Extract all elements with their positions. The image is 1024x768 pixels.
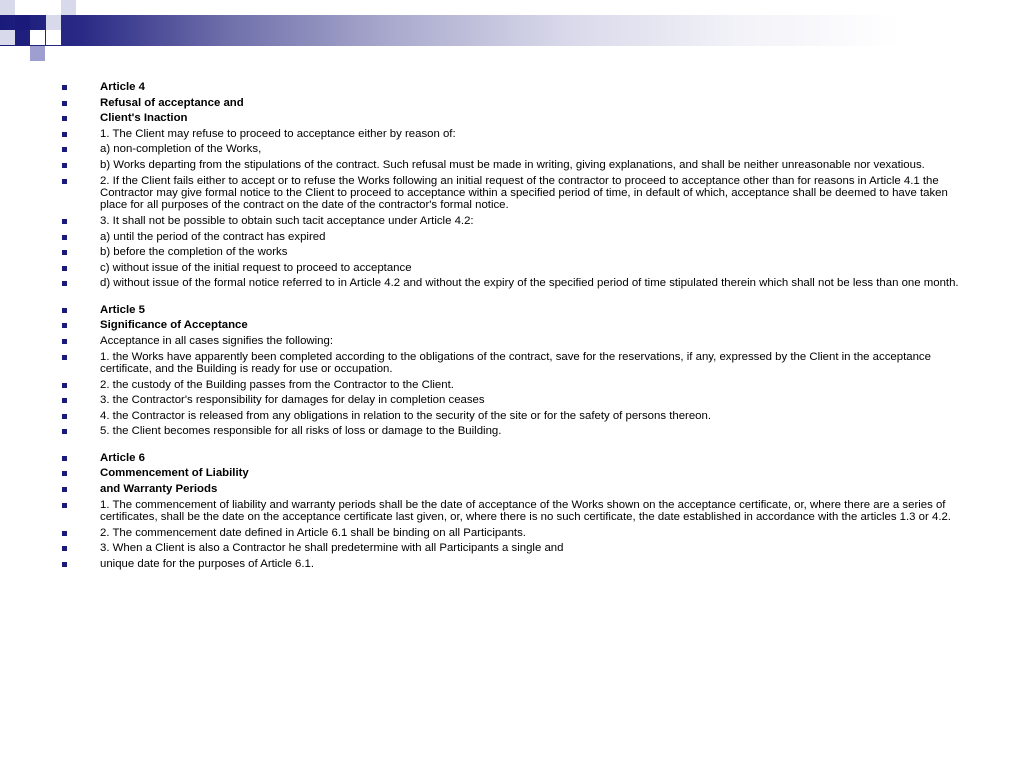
- list-item-text: b) Works departing from the stipulations of the contract. Such refusal must be made in writing, giving explanations, and shall be neither unreasonable nor vexatious.: [100, 158, 925, 171]
- list-item: [62, 159, 967, 171]
- square-bullet-icon: [62, 323, 67, 328]
- list-item-text: c) without issue of the initial request to proceed to acceptance: [100, 261, 412, 274]
- list-item-text: Article 6: [100, 451, 145, 464]
- square-bullet-icon: [62, 562, 67, 567]
- list-item: [62, 410, 967, 422]
- list-item-text: Client's Inaction: [100, 112, 188, 125]
- list-item-text: 3. When a Client is also a Contractor he shall predetermine with all Participants a single and: [100, 542, 564, 555]
- list-item: [62, 143, 967, 155]
- square-bullet-icon: [62, 179, 67, 184]
- list-item: [62, 231, 967, 243]
- list-item: [62, 558, 967, 570]
- list-item-text: Commencement of Liability: [100, 467, 249, 480]
- square-bullet-icon: [62, 398, 67, 403]
- list-item-text: 2. If the Client fails either to accept or to refuse the Works following an initial request of the contractor to proceed to acceptance other than for reasons in Article 4.1 the Contractor may give formal notice to the Client to proceed to acceptance within a specified period of time, in default of which, acceptance shall be deemed to have taken place for all purposes of the contract on the date of the contractor's formal notice.: [100, 174, 948, 212]
- list-item: [62, 246, 967, 258]
- square-bullet-icon: [62, 235, 67, 240]
- list-item: [62, 175, 967, 212]
- list-item-text: 5. the Client becomes responsible for all risks of loss or damage to the Building.: [100, 425, 502, 438]
- square-bullet-icon: [62, 101, 67, 106]
- square-bullet-icon: [62, 383, 67, 388]
- list-item: [62, 379, 967, 391]
- square-bullet-icon: [62, 414, 67, 419]
- list-item: [62, 262, 967, 274]
- list-item-text: a) until the period of the contract has expired: [100, 230, 326, 243]
- square-bullet-icon: [62, 147, 67, 152]
- square-bullet-icon: [62, 132, 67, 137]
- list-item-text: 1. the Works have apparently been completed according to the obligations of the contract, save for the reservations, if any, expressed by the Client in the acceptance certificate, and the Building is ready for use or occupation.: [100, 350, 931, 375]
- list-item: [62, 215, 967, 227]
- square-bullet-icon: [62, 250, 67, 255]
- square-bullet-icon: [62, 471, 67, 476]
- decorative-square: [30, 30, 45, 45]
- square-bullet-icon: [62, 487, 67, 492]
- list-item-text: b) before the completion of the works: [100, 246, 288, 259]
- list-item-text: Article 4: [100, 81, 145, 93]
- list-item-text: 3. It shall not be possible to obtain such tacit acceptance under Article 4.2:: [100, 214, 474, 227]
- list-item: [62, 112, 967, 124]
- decorative-square: [61, 0, 76, 15]
- list-item-text: a) non-completion of the Works,: [100, 143, 262, 156]
- list-item-text: 3. the Contractor's responsibility for damages for delay in completion ceases: [100, 394, 485, 407]
- list-item: [62, 467, 967, 479]
- square-bullet-icon: [62, 308, 67, 313]
- list-item-text: 2. The commencement date defined in Article 6.1 shall be binding on all Participants.: [100, 526, 526, 539]
- list-item: [62, 97, 967, 109]
- square-bullet-icon: [62, 266, 67, 271]
- list-item-text: 1. The Client may refuse to proceed to acceptance either by reason of:: [100, 127, 456, 140]
- list-item-text: Acceptance in all cases signifies the following:: [100, 334, 334, 347]
- square-bullet-icon: [62, 429, 67, 434]
- decorative-square: [15, 15, 30, 30]
- list-item-text: and Warranty Periods: [100, 482, 218, 495]
- list-item-text: 4. the Contractor is released from any obligations in relation to the security of the site or for the safety of persons thereon.: [100, 409, 711, 422]
- square-bullet-icon: [62, 281, 67, 286]
- list-item-text: unique date for the purposes of Article 6.1.: [100, 557, 315, 570]
- list-item: [62, 128, 967, 140]
- list-item: [62, 483, 967, 495]
- square-bullet-icon: [62, 456, 67, 461]
- square-bullet-icon: [62, 531, 67, 536]
- square-bullet-icon: [62, 339, 67, 344]
- list-item-text: d) without issue of the formal notice referred to in Article 4.2 and without the expiry of the specified period of time stipulated therein which shall not be less than one month.: [100, 277, 959, 290]
- square-bullet-icon: [62, 163, 67, 168]
- list-item: [62, 319, 967, 331]
- slide-content: [62, 81, 967, 573]
- list-item-text: Significance of Acceptance: [100, 319, 248, 332]
- square-bullet-icon: [62, 503, 67, 508]
- list-item: [62, 527, 967, 539]
- list-item-text: 1. The commencement of liability and warranty periods shall be the date of acceptance of the Works shown on the acceptance certificate, or, where there are a series of certificates, shall be the date on the acceptance certificate last given, or, where there is no such certificate, the date established in accordance with the articles 1.3 or 4.2.: [100, 498, 951, 523]
- decorative-square: [46, 15, 61, 30]
- decorative-square: [0, 0, 15, 15]
- list-item: [62, 304, 967, 316]
- list-item-text: Refusal of acceptance and: [100, 96, 244, 109]
- list-item: [62, 452, 967, 464]
- decorative-square: [46, 30, 61, 45]
- list-item: [62, 394, 967, 406]
- list-item-text: 2. the custody of the Building passes from the Contractor to the Client.: [100, 378, 454, 391]
- bullet-list: [62, 81, 967, 570]
- list-item: [62, 277, 967, 289]
- list-item: [62, 499, 967, 524]
- square-bullet-icon: [62, 546, 67, 551]
- decorative-square: [30, 46, 45, 61]
- list-item: [62, 81, 967, 93]
- square-bullet-icon: [62, 355, 67, 360]
- list-item: [62, 542, 967, 554]
- list-item: [62, 335, 967, 347]
- decorative-square: [0, 30, 15, 45]
- square-bullet-icon: [62, 219, 67, 224]
- list-item: [62, 351, 967, 376]
- list-item: [62, 425, 967, 437]
- header-gradient-band: [0, 15, 1024, 46]
- list-item-text: Article 5: [100, 303, 145, 316]
- square-bullet-icon: [62, 85, 67, 90]
- square-bullet-icon: [62, 116, 67, 121]
